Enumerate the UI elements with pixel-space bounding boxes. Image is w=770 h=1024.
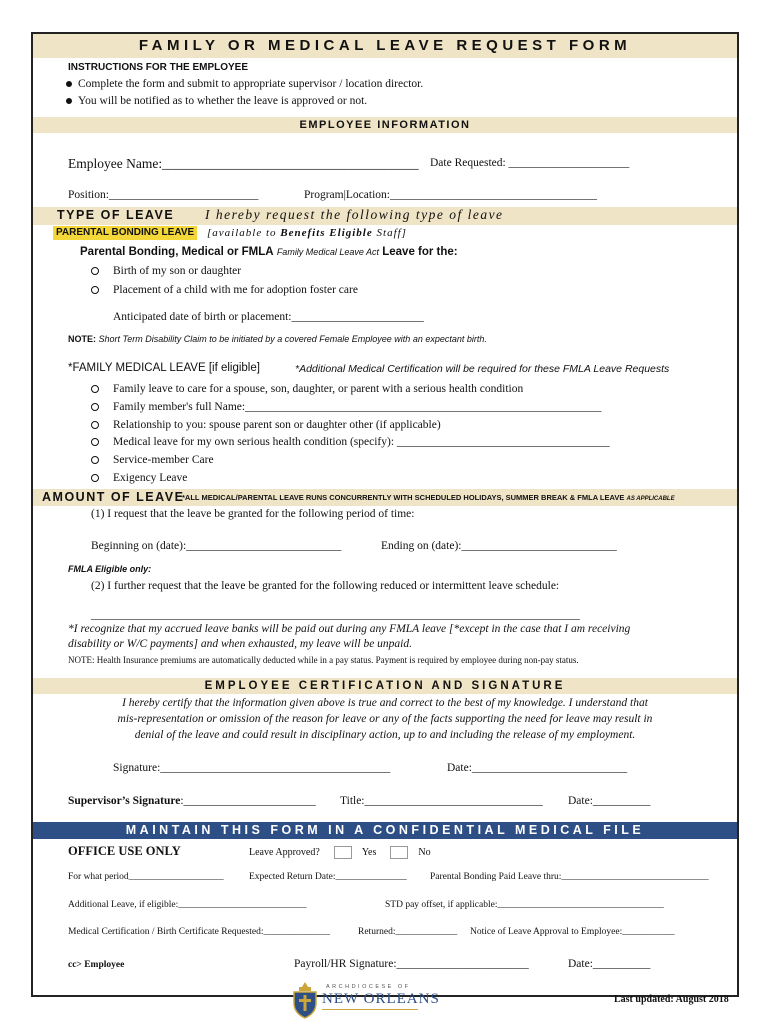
health-insurance-note: NOTE: Health Insurance premiums are automatically deducted while in a pay status. Payment is required by employee during non-pay status. — [68, 655, 579, 665]
radio-icon[interactable] — [91, 286, 99, 294]
fmla-option[interactable]: Exigency Leave — [91, 472, 187, 484]
office-use-heading: OFFICE USE ONLY — [68, 844, 181, 858]
ending-date-field[interactable]: Ending on (date):___________________________ — [381, 540, 617, 552]
form-title: FAMILY OR MEDICAL LEAVE REQUEST FORM — [33, 34, 737, 58]
program-location-field[interactable]: Program|Location:____________________________________ — [304, 189, 597, 201]
bullet-icon — [66, 98, 72, 104]
fmla-option[interactable]: Family leave to care for a spouse, son, daughter, or parent with a serious health condition — [91, 383, 523, 395]
certification-text: mis-representation or omission of the reason for leave or any of the facts supporting the need for leave may result in — [117, 713, 653, 725]
archdiocese-crest-icon — [290, 981, 320, 1019]
confidential-banner: MAINTAIN THIS FORM IN A CONFIDENTIAL MEDICAL FILE — [33, 822, 737, 839]
parental-bonding-bar — [33, 226, 737, 240]
instruction-item: Complete the form and submit to appropriate supervisor / location director. — [66, 78, 423, 90]
amount-of-leave-heading: AMOUNT OF LEAVE — [42, 490, 185, 504]
medical-cert-field[interactable]: Medical Certification / Birth Certificate Requested:______________ — [68, 927, 330, 937]
radio-icon[interactable] — [91, 403, 99, 411]
parental-paid-field[interactable]: Parental Bonding Paid Leave thru:_______________________________ — [430, 872, 709, 882]
fmla-title: *FAMILY MEDICAL LEAVE [if eligible] — [68, 362, 260, 374]
leave-period-request: (1) I request that the leave be granted for the following period of time: — [91, 508, 415, 520]
std-note: NOTE: Short Term Disability Claim to be initiated by a covered Female Employee with an expectant birth. — [68, 334, 487, 344]
radio-icon[interactable] — [91, 421, 99, 429]
supervisor-title-field[interactable]: Title:_______________________________ — [340, 795, 543, 807]
intermittent-schedule-field[interactable]: _____________________________________________________________________________________ — [91, 609, 580, 621]
anticipated-date-field[interactable]: Anticipated date of birth or placement:_______________________ — [113, 311, 424, 323]
logo-subtitle: ARCHDIOCESE OF — [326, 984, 411, 990]
fmla-option[interactable]: Service-member Care — [91, 454, 214, 466]
no-checkbox[interactable] — [390, 846, 408, 859]
type-of-leave-subheading: I hereby request the following type of leave — [205, 207, 504, 222]
fmla-option[interactable]: Medical leave for my own serious health condition (specify): _____________________________________ — [91, 436, 610, 448]
fmla-note: *Additional Medical Certification will be required for these FMLA Leave Requests — [295, 363, 670, 375]
option-placement[interactable]: Placement of a child with me for adoption foster care — [91, 284, 358, 296]
type-of-leave-heading: TYPE OF LEAVE — [57, 208, 175, 222]
leave-approved-row: Leave Approved? Yes No — [249, 846, 431, 858]
certification-text: I hereby certify that the information given above is true and correct to the best of my knowledge. I understand that — [122, 697, 648, 709]
radio-icon[interactable] — [91, 385, 99, 393]
payroll-date-field[interactable]: Date:__________ — [568, 958, 651, 970]
std-offset-field[interactable]: STD pay offset, if applicable:___________________________________ — [385, 900, 664, 910]
supervisor-signature-field[interactable]: Supervisor’s Signature:_______________________ — [68, 795, 316, 807]
payroll-signature-field[interactable]: Payroll/HR Signature:_______________________ — [294, 958, 529, 970]
yes-checkbox[interactable] — [334, 846, 352, 859]
fmla-option[interactable]: Family member's full Name:______________________________________________________________ — [91, 401, 602, 413]
returned-field[interactable]: Returned:_____________ — [358, 927, 458, 937]
position-field[interactable]: Position:__________________________ — [68, 189, 259, 201]
instructions-heading: INSTRUCTIONS FOR THE EMPLOYEE — [68, 62, 249, 73]
employee-info-heading: EMPLOYEE INFORMATION — [33, 117, 737, 133]
intermittent-request: (2) I further request that the leave be granted for the following reduced or intermittent leave schedule: — [91, 580, 560, 592]
expected-return-field[interactable]: Expected Return Date:_______________ — [249, 872, 407, 882]
recognize-statement: *I recognize that my accrued leave banks will be paid out during any FMLA leave [*except in the case that I am receiving — [68, 623, 631, 635]
bullet-icon — [66, 81, 72, 87]
additional-leave-field[interactable]: Additional Leave, if eligible:___________________________ — [68, 900, 307, 910]
beginning-date-field[interactable]: Beginning on (date):___________________________ — [91, 540, 342, 552]
signature-field[interactable]: Signature:________________________________________ — [113, 762, 391, 774]
date-requested-field[interactable]: Date Requested: _____________________ — [430, 157, 630, 169]
parental-bonding-label: PARENTAL BONDING LEAVE — [53, 226, 197, 240]
notice-field[interactable]: Notice of Leave Approval to Employee:___________ — [470, 927, 675, 937]
logo-text: NEW ORLEANS — [322, 991, 440, 1007]
recognize-statement-2: disability or W/C payments] and when exhausted, my leave will be unpaid. — [68, 638, 412, 650]
fmla-eligible-label: FMLA Eligible only: — [68, 564, 152, 574]
cc-employee: cc> Employee — [68, 960, 125, 970]
signature-date-field[interactable]: Date:___________________________ — [447, 762, 628, 774]
supervisor-date-field[interactable]: Date:__________ — [568, 795, 651, 807]
option-birth[interactable]: Birth of my son or daughter — [91, 265, 241, 277]
radio-icon[interactable] — [91, 456, 99, 464]
radio-icon[interactable] — [91, 438, 99, 446]
amount-of-leave-note: *ALL MEDICAL/PARENTAL LEAVE RUNS CONCURRENTLY WITH SCHEDULED HOLIDAYS, SUMMER BREAK & FMLA LEAVE AS APPLICABLE — [182, 493, 675, 502]
parental-availability-note: [available to Benefits Eligible Staff] — [207, 227, 407, 239]
radio-icon[interactable] — [91, 267, 99, 275]
radio-icon[interactable] — [91, 474, 99, 482]
fmla-option[interactable]: Relationship to you: spouse parent son or daughter other (if applicable) — [91, 419, 441, 431]
parental-title: Parental Bonding, Medical or FMLA Family Medical Leave Act Leave for the: — [80, 246, 458, 258]
period-field[interactable]: For what period____________________ — [68, 872, 224, 882]
employee-name-field[interactable]: Employee Name:______________________________________ — [68, 156, 419, 171]
last-updated: Last updated: August 2018 — [614, 994, 729, 1005]
certification-heading: EMPLOYEE CERTIFICATION AND SIGNATURE — [33, 678, 737, 694]
certification-text: denial of the leave and could result in disciplinary action, up to and including the release of my employment. — [134, 729, 636, 741]
logo-underline — [322, 1009, 418, 1010]
instruction-item: You will be notified as to whether the leave is approved or not. — [66, 95, 367, 107]
